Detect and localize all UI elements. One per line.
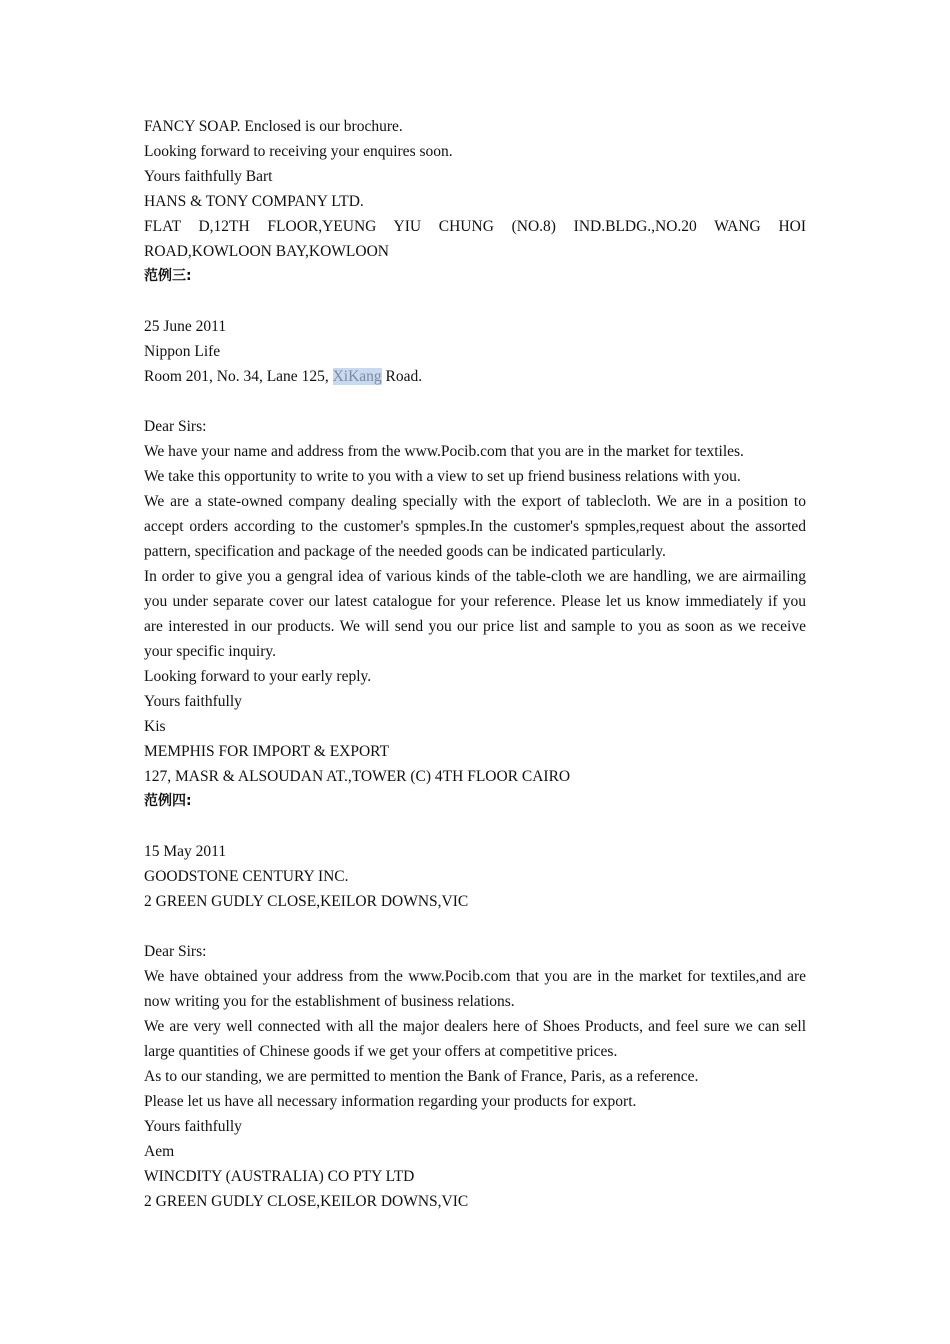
example4-paragraph: We are very well connected with all the major dealers here of Shoes Products, and feel sure we can sell large quantities of Chinese goods if we get your offers at competitive prices. bbox=[144, 1018, 806, 1060]
example4-company-address: 2 GREEN GUDLY CLOSE,KEILOR DOWNS,VIC bbox=[144, 1193, 469, 1210]
letter2-closing: Yours faithfully Bart bbox=[144, 168, 273, 185]
example4-recipient: GOODSTONE CENTURY INC. bbox=[144, 868, 349, 885]
example3-paragraph: Looking forward to your early reply. bbox=[144, 668, 372, 685]
letter2-address: FLAT D,12TH FLOOR,YEUNG YIU CHUNG (NO.8) IND.BLDG.,NO.20 WANG HOI ROAD,KOWLOON BAY,KOWLOON bbox=[144, 218, 806, 260]
spacer bbox=[144, 914, 806, 939]
example3-paragraph: In order to give you a gengral idea of various kinds of the table-cloth we are handling, we are airmailing you under separate cover our latest catalogue for your reference. Please let us know immediately if you are interested in our products. We will send you our price list and sample to you as soon as we receive your specific inquiry. bbox=[144, 568, 806, 660]
example3-paragraph: We take this opportunity to write to you with a view to set up friend business relations with you. bbox=[144, 468, 741, 485]
example4-address: 2 GREEN GUDLY CLOSE,KEILOR DOWNS,VIC bbox=[144, 893, 469, 910]
example3-date: 25 June 2011 bbox=[144, 318, 227, 335]
example3-paragraph: We have your name and address from the www.Pocib.com that you are in the market for textiles. bbox=[144, 443, 744, 460]
example3-signature: Kis bbox=[144, 718, 166, 735]
example3-address bbox=[144, 364, 806, 389]
spacer bbox=[144, 289, 806, 314]
example4-paragraph: As to our standing, we are permitted to mention the Bank of France, Paris, as a reference. bbox=[144, 1068, 699, 1085]
example4-paragraph: Please let us have all necessary information regarding your products for export. bbox=[144, 1093, 637, 1110]
example4-signature: Aem bbox=[144, 1143, 175, 1160]
example3-address-suffix: Road. bbox=[381, 368, 423, 385]
example4-closing: Yours faithfully bbox=[144, 1118, 242, 1135]
document-page bbox=[144, 114, 806, 1214]
letter2-company: HANS & TONY COMPANY LTD. bbox=[144, 193, 364, 210]
selection-highlight: XiKang bbox=[332, 368, 382, 385]
example3-address-prefix: Room 201, No. 34, Lane 125, bbox=[144, 368, 333, 385]
example4-paragraph: We have obtained your address from the www.Pocib.com that you are in the market for textiles,and are now writing you for the establishment of business relations. bbox=[144, 968, 806, 1010]
example4-company: WINCDITY (AUSTRALIA) CO PTY LTD bbox=[144, 1168, 415, 1185]
example3-salutation: Dear Sirs: bbox=[144, 418, 207, 435]
example3-company-address: 127, MASR & ALSOUDAN AT.,TOWER (C) 4TH FLOOR CAIRO bbox=[144, 768, 571, 785]
example3-heading: 范例三: bbox=[144, 268, 192, 284]
example3-paragraph: We are a state-owned company dealing specially with the export of tablecloth. We are in a position to accept orders according to the customer's spmples.In the customer's spmples,request about the assorted pattern, specification and package of the needed goods can be indicated particularly. bbox=[144, 493, 806, 560]
example4-date: 15 May 2011 bbox=[144, 843, 227, 860]
spacer bbox=[144, 814, 806, 839]
letter2-line2: Looking forward to receiving your enquires soon. bbox=[144, 143, 453, 160]
example3-recipient: Nippon Life bbox=[144, 343, 221, 360]
example3-closing: Yours faithfully bbox=[144, 693, 242, 710]
example4-heading: 范例四: bbox=[144, 793, 192, 809]
example3-company: MEMPHIS FOR IMPORT & EXPORT bbox=[144, 743, 390, 760]
example4-salutation: Dear Sirs: bbox=[144, 943, 207, 960]
spacer bbox=[144, 389, 806, 414]
letter2-line1: FANCY SOAP. Enclosed is our brochure. bbox=[144, 118, 403, 135]
